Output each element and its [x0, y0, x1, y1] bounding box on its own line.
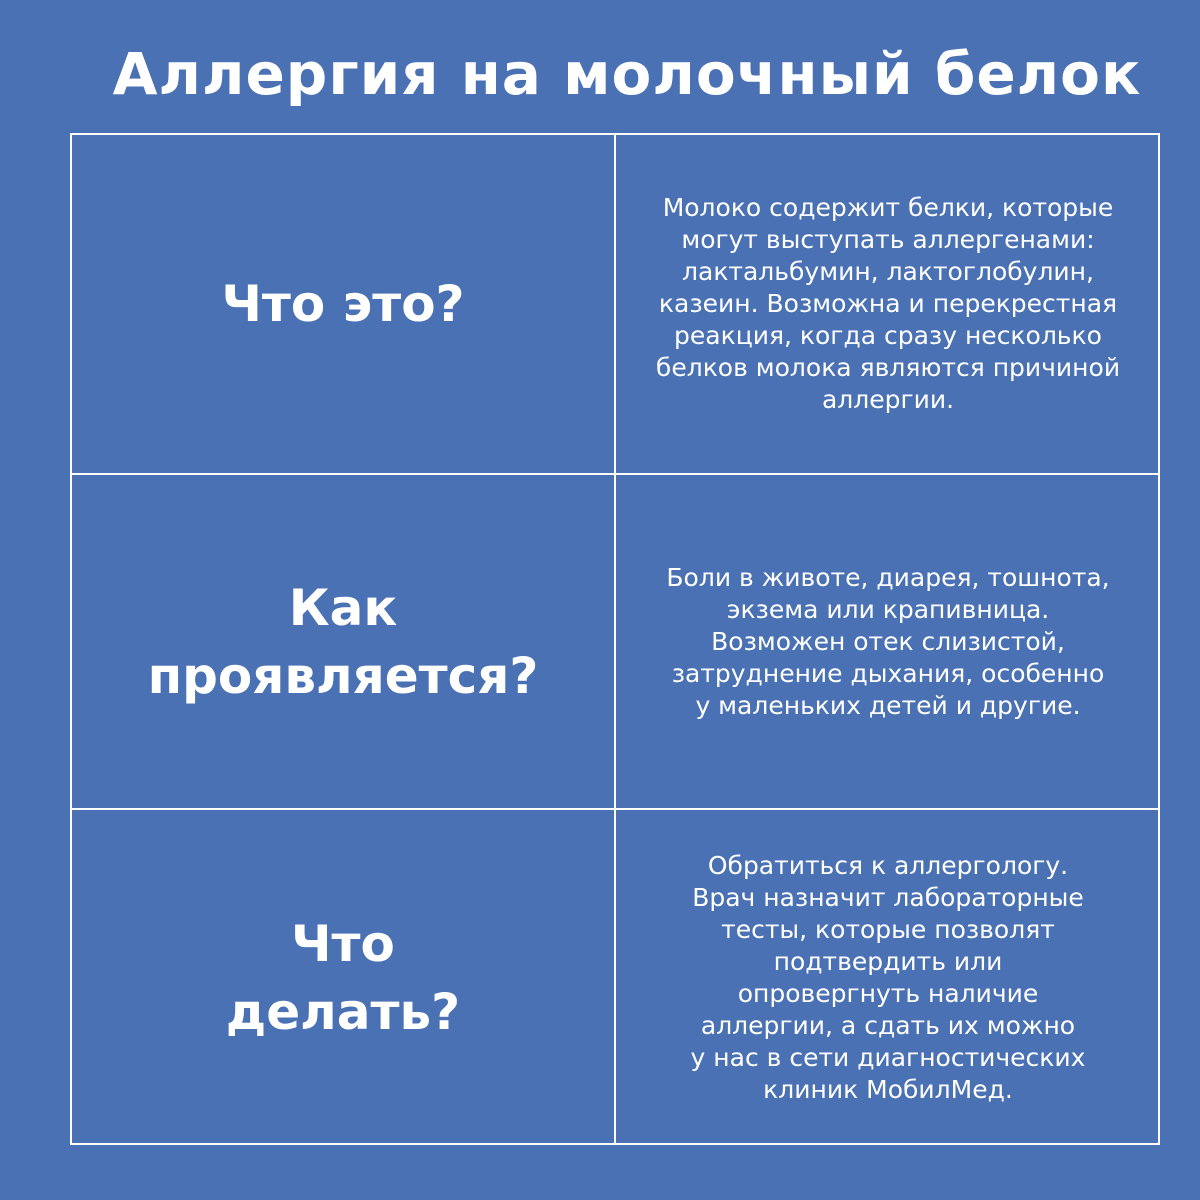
question-cell-actions [72, 810, 616, 1145]
question-text: Как проявляется? [147, 578, 539, 705]
question-text: Что это? [221, 275, 465, 333]
answer-text: Обратиться к аллергологу. Врач назначит лабораторные тесты, которые позволят подтвердить или опровергнуть наличие аллергии, а сдать их можно у нас в сети диагностических клиник МобилМед. [690, 850, 1086, 1104]
table-row-what [72, 135, 1158, 473]
page-title: Аллергия на молочный белок [112, 40, 1142, 108]
question-cell-symptoms [72, 475, 616, 808]
answer-cell-actions [616, 810, 1160, 1145]
table-row-symptoms [72, 473, 1158, 808]
table-row-actions [72, 808, 1158, 1145]
question-cell-what [72, 135, 616, 473]
answer-text: Молоко содержит белки, которые могут выступать аллергенами: лактальбумин, лактоглобулин, казеин. Возможна и перекрестная реакция, когда сразу несколько белков молока являются причиной аллергии. [655, 193, 1121, 414]
info-table [70, 133, 1160, 1145]
question-text: Что делать? [225, 914, 461, 1041]
answer-cell-symptoms [616, 475, 1160, 808]
answer-cell-what [616, 135, 1160, 473]
answer-text: Боли в животе, диарея, тошнота, экзема или крапивница. Возможен отек слизистой, затруднение дыхания, особенно у маленьких детей и другие. [666, 562, 1110, 720]
